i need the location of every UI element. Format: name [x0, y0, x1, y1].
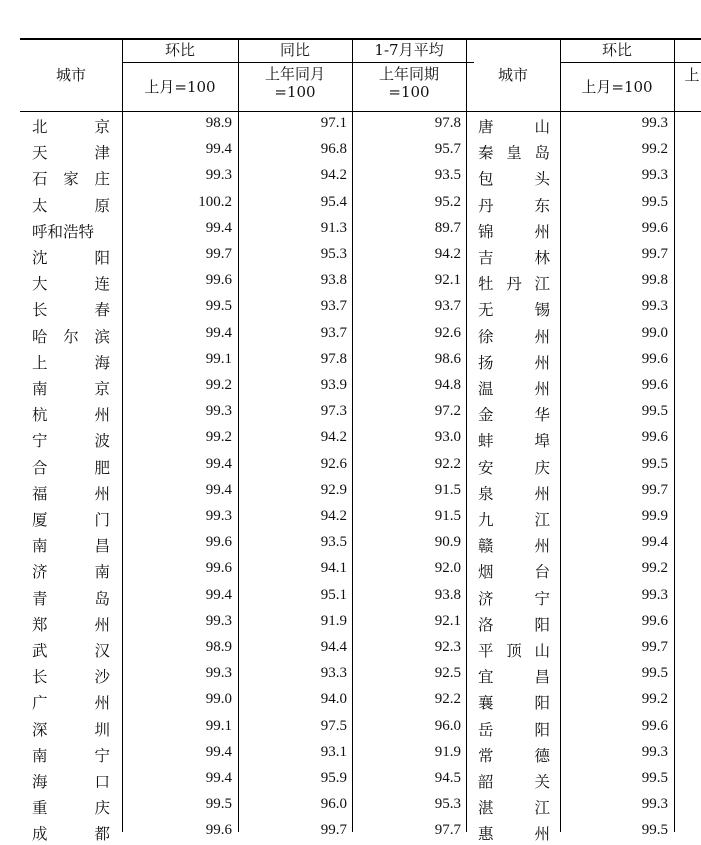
mom-index: 99.6: [205, 272, 232, 289]
mom-index: 99.4: [205, 481, 232, 498]
city-name: 大 连: [32, 275, 110, 294]
mom-index: 99.7: [205, 246, 232, 262]
city-name: 温 州: [478, 380, 550, 398]
city-name: 长 沙: [32, 668, 110, 687]
mom-index: 99.3: [205, 612, 232, 629]
header-vline-6: [674, 38, 675, 112]
city-name: 蚌 埠: [478, 432, 550, 451]
table-row: [20, 138, 701, 164]
mom-index-right: 99.6: [641, 350, 668, 367]
city-name: 徐 州: [478, 327, 550, 346]
city-name: 扬 州: [478, 353, 550, 372]
city-name: 南 昌: [32, 537, 110, 556]
table-row: [20, 112, 701, 138]
mom-index-right: 99.5: [641, 770, 668, 786]
ytd-avg-index: 96.0: [434, 717, 461, 734]
yoy-index: 94.4: [320, 639, 347, 655]
header-group-avg-top: 1-7月平均: [374, 41, 444, 59]
header-group-yoy-top: 同比: [279, 41, 310, 59]
ytd-avg-index: 98.6: [434, 350, 461, 367]
table-row: [20, 636, 701, 662]
mom-index-right: 99.2: [641, 560, 668, 577]
ytd-avg-index: 92.6: [434, 324, 461, 341]
mom-index-right: 99.6: [641, 219, 668, 236]
table-row: [20, 610, 701, 636]
city-name: 济 南: [32, 563, 110, 582]
table-row: [20, 243, 701, 269]
city-name: 石 家 庄: [32, 170, 110, 189]
table-row: [20, 505, 701, 531]
table-header: [20, 38, 701, 112]
table-row: [20, 348, 701, 374]
mom-index-right: 99.2: [641, 691, 668, 708]
city-name: 长 春: [32, 301, 110, 320]
ytd-avg-index: 91.5: [434, 481, 461, 498]
ytd-avg-index: 90.9: [434, 534, 461, 551]
table-row: [20, 217, 701, 243]
city-name: 武 汉: [32, 642, 110, 660]
city-name: 济 宁: [478, 589, 550, 608]
city-name: 唐 山: [478, 118, 550, 136]
mom-index: 99.6: [205, 560, 232, 577]
mom-index: 99.1: [205, 350, 232, 367]
mom-index: 98.9: [205, 639, 232, 655]
yoy-index: 92.9: [320, 481, 347, 498]
mom-index-right: 99.4: [641, 534, 668, 551]
city-name: 重 庆: [32, 799, 110, 818]
mom-index: 99.2: [205, 429, 232, 446]
city-name: 呼 和 浩 特: [32, 222, 95, 241]
ytd-avg-index: 93.5: [434, 167, 461, 184]
table-row: [20, 767, 701, 793]
mom-index: 99.4: [205, 141, 232, 158]
city-name: 宜 昌: [478, 668, 550, 687]
ytd-avg-index: 93.0: [434, 429, 461, 446]
yoy-index: 93.5: [320, 534, 347, 551]
mom-index: 99.3: [205, 665, 232, 682]
ytd-avg-index: 97.7: [434, 822, 461, 839]
yoy-index: 95.9: [320, 770, 347, 786]
city-name: 锦 州: [478, 222, 550, 241]
table-row: [20, 479, 701, 505]
city-name: 沈 阳: [32, 249, 110, 267]
city-name: 常 德: [478, 746, 550, 765]
table-row: [20, 269, 701, 295]
mom-index-right: 99.7: [641, 639, 668, 655]
yoy-index: 92.6: [320, 455, 347, 472]
city-name: 厦 门: [32, 511, 110, 529]
yoy-index: 93.7: [320, 298, 347, 315]
mom-index: 100.2: [198, 193, 232, 210]
ytd-avg-index: 95.7: [434, 141, 461, 158]
mom-index-right: 99.8: [641, 272, 668, 289]
ytd-avg-index: 97.2: [434, 403, 461, 420]
city-name: 南 宁: [32, 746, 110, 765]
city-name: 泉 州: [478, 484, 550, 503]
city-name: 青 岛: [32, 589, 110, 608]
table-row: [20, 557, 701, 583]
city-name: 福 州: [32, 484, 110, 503]
ytd-avg-index: 92.0: [434, 560, 461, 577]
city-name: 南 京: [32, 380, 110, 398]
yoy-index: 96.8: [320, 141, 347, 158]
ytd-avg-index: 97.8: [434, 115, 461, 131]
yoy-index: 95.3: [320, 246, 347, 262]
header-vline-4: [466, 38, 467, 112]
mom-index: 99.4: [205, 743, 232, 760]
ytd-avg-index: 93.8: [434, 586, 461, 603]
city-name: 广 州: [32, 694, 110, 713]
header-city: 城市: [55, 66, 86, 84]
mom-index-right: 99.7: [641, 246, 668, 262]
header-vline-3: [352, 38, 353, 112]
table-row: [20, 531, 701, 557]
city-name: 深 圳: [32, 720, 110, 739]
mom-index-right: 99.3: [641, 743, 668, 760]
table-row: [20, 322, 701, 348]
yoy-index: 94.1: [320, 560, 347, 577]
city-name: 成 都: [32, 825, 110, 844]
city-name: 襄 阳: [478, 694, 550, 713]
mom-index-right: 99.9: [641, 508, 668, 524]
mom-index-right: 99.2: [641, 141, 668, 158]
city-name: 赣 州: [478, 537, 550, 556]
yoy-index: 93.9: [320, 377, 347, 393]
table-row: [20, 426, 701, 452]
city-name: 金 华: [478, 406, 550, 425]
ytd-avg-index: 91.5: [434, 508, 461, 524]
table-row: [20, 584, 701, 610]
header-mid-rule-right: [560, 62, 701, 63]
mom-index-right: 99.5: [641, 455, 668, 472]
yoy-index: 95.1: [320, 586, 347, 603]
table-row: [20, 374, 701, 400]
yoy-index: 94.2: [320, 429, 347, 446]
yoy-index: 91.3: [320, 219, 347, 236]
city-name: 韶 关: [478, 773, 550, 791]
city-name: 洛 阳: [478, 615, 550, 634]
mom-index-right: 99.6: [641, 429, 668, 446]
city-name: 天 津: [32, 144, 110, 163]
ytd-avg-index: 91.9: [434, 743, 461, 760]
mom-index: 99.2: [205, 377, 232, 393]
city-name: 哈 尔 滨: [32, 327, 110, 346]
ytd-avg-index: 95.2: [434, 193, 461, 210]
ytd-avg-index: 92.1: [434, 272, 461, 289]
mom-index: 98.9: [205, 115, 232, 131]
header-mid-rule-left: [122, 62, 474, 63]
mom-index-right: 99.6: [641, 717, 668, 734]
mom-index: 99.5: [205, 298, 232, 315]
mom-index: 99.6: [205, 534, 232, 551]
mom-index-right: 99.5: [641, 665, 668, 682]
header-city-right: 城市: [497, 66, 528, 84]
city-name: 岳 阳: [478, 720, 550, 739]
mom-index-right: 99.6: [641, 612, 668, 629]
mom-index: 99.4: [205, 586, 232, 603]
header-group-mom-right-bottom: 上月=100: [581, 78, 653, 96]
mom-index-right: 99.3: [641, 115, 668, 131]
mom-index: 99.5: [205, 796, 232, 813]
table-row: [20, 295, 701, 321]
mom-index: 99.4: [205, 770, 232, 786]
table-row: [20, 793, 701, 819]
city-name: 平 顶 山: [478, 642, 550, 660]
ytd-avg-index: 92.2: [434, 691, 461, 708]
mom-index: 99.6: [205, 822, 232, 839]
table-row: [20, 191, 701, 217]
yoy-index: 93.1: [320, 743, 347, 760]
city-name: 九 江: [478, 511, 550, 529]
city-name: 秦 皇 岛: [478, 144, 550, 163]
header-group-mom-bottom: 上月=100: [144, 78, 216, 96]
mom-index-right: 99.5: [641, 403, 668, 420]
header-cut-off-glyph: 上: [684, 66, 700, 84]
mom-index-right: 99.0: [641, 324, 668, 341]
yoy-index: 95.4: [320, 193, 347, 210]
city-name: 吉 林: [478, 249, 550, 267]
city-name: 合 肥: [32, 458, 110, 477]
mom-index: 99.3: [205, 403, 232, 420]
city-name: 包 头: [478, 170, 550, 189]
city-name: 杭 州: [32, 406, 110, 425]
table-row: [20, 715, 701, 741]
header-vline-1: [122, 38, 123, 112]
city-name: 海 口: [32, 773, 110, 791]
yoy-index: 94.2: [320, 167, 347, 184]
yoy-index: 94.0: [320, 691, 347, 708]
ytd-avg-index: 94.5: [434, 770, 461, 786]
ytd-avg-index: 92.1: [434, 612, 461, 629]
header-group-avg-bottom: [352, 65, 466, 101]
mom-index-right: 99.7: [641, 481, 668, 498]
mom-index-right: 99.3: [641, 298, 668, 315]
mom-index-right: 99.3: [641, 167, 668, 184]
ytd-avg-index: 94.2: [434, 246, 461, 262]
yoy-index: 99.7: [320, 822, 347, 839]
table-row: [20, 741, 701, 767]
header-vline-5: [560, 38, 561, 112]
city-name: 郑 州: [32, 615, 110, 634]
yoy-index: 97.5: [320, 717, 347, 734]
table-row: [20, 662, 701, 688]
mom-index-right: 99.3: [641, 796, 668, 813]
yoy-index: 93.7: [320, 324, 347, 341]
city-name: 安 庆: [478, 458, 550, 477]
city-name: 宁 波: [32, 432, 110, 451]
header-group-mom-top: 环比: [164, 41, 195, 59]
table-row: [20, 400, 701, 426]
mom-index: 99.4: [205, 455, 232, 472]
yoy-index: 94.2: [320, 508, 347, 524]
city-name: 牡 丹 江: [478, 275, 550, 294]
city-name: 烟 台: [478, 563, 550, 582]
mom-index-right: 99.3: [641, 586, 668, 603]
city-name: 惠 州: [478, 825, 550, 844]
yoy-index: 91.9: [320, 612, 347, 629]
ytd-avg-index: 95.3: [434, 796, 461, 813]
city-name: 北 京: [32, 118, 110, 136]
ytd-avg-index: 93.7: [434, 298, 461, 315]
mom-index-right: 99.5: [641, 822, 668, 839]
city-name: 湛 江: [478, 799, 550, 818]
mom-index: 99.0: [205, 691, 232, 708]
city-name: 丹 东: [478, 196, 550, 215]
ytd-avg-index: 94.8: [434, 377, 461, 393]
table-row: [20, 453, 701, 479]
mom-index: 99.4: [205, 324, 232, 341]
table-row: [20, 164, 701, 190]
header-group-mom-right-top: 环比: [601, 41, 632, 59]
city-name: 上 海: [32, 353, 110, 372]
yoy-index: 97.3: [320, 403, 347, 420]
table-row: [20, 819, 701, 845]
mom-index-right: 99.5: [641, 193, 668, 210]
ytd-avg-index: 92.3: [434, 639, 461, 655]
city-name: 无 锡: [478, 301, 550, 320]
city-name: 太 原: [32, 196, 110, 215]
header-group-yoy-bottom: [238, 65, 352, 101]
header-avg-bottom-text: 上年同期=100: [378, 65, 439, 101]
yoy-index: 97.8: [320, 350, 347, 367]
yoy-index: 96.0: [320, 796, 347, 813]
yoy-index: 93.3: [320, 665, 347, 682]
mom-index-right: 99.6: [641, 377, 668, 393]
header-yoy-bottom-text: 上年同月=100: [264, 65, 325, 101]
ytd-avg-index: 92.5: [434, 665, 461, 682]
mom-index: 99.1: [205, 717, 232, 734]
header-vline-2: [238, 38, 239, 112]
table-row: [20, 688, 701, 714]
yoy-index: 93.8: [320, 272, 347, 289]
yoy-index: 97.1: [320, 115, 347, 131]
mom-index: 99.4: [205, 219, 232, 236]
mom-index: 99.3: [205, 508, 232, 524]
ytd-avg-index: 89.7: [434, 219, 461, 236]
mom-index: 99.3: [205, 167, 232, 184]
ytd-avg-index: 92.2: [434, 455, 461, 472]
